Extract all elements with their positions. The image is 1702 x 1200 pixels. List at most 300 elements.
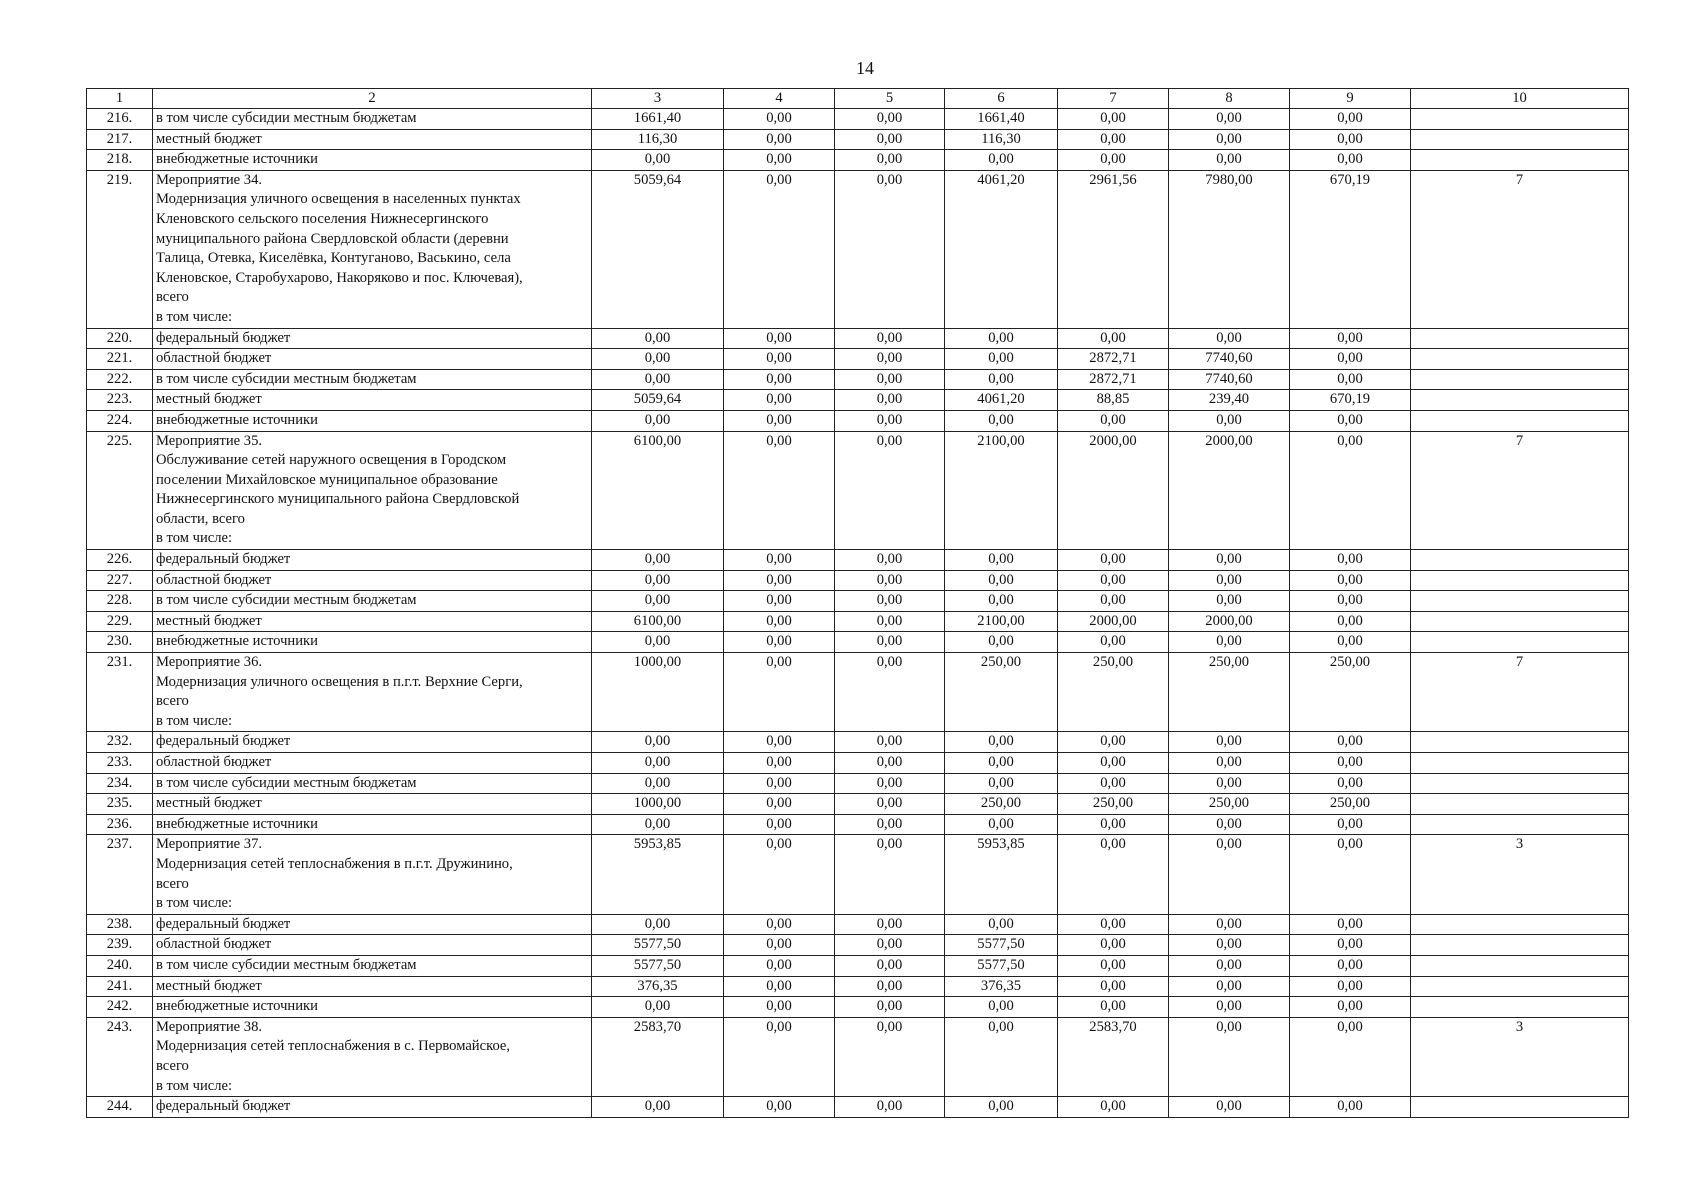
row-name: [153, 390, 592, 411]
value-cell-col-10: 3: [1411, 1017, 1629, 1096]
value-cell-col-10: [1411, 955, 1629, 976]
value-cell-col-4: 0,00: [724, 570, 835, 591]
row-name: [153, 591, 592, 612]
value-cell-col-9: 0,00: [1290, 591, 1411, 612]
value-cell-col-4: 0,00: [724, 170, 835, 328]
value-cell-col-5: 0,00: [835, 1017, 945, 1096]
value-cell-col-7: 0,00: [1058, 955, 1169, 976]
value-cell-col-9: 0,00: [1290, 1017, 1411, 1096]
row-name: [153, 935, 592, 956]
value-cell-col-5: 0,00: [835, 732, 945, 753]
value-cell-col-9: 0,00: [1290, 914, 1411, 935]
value-cell-col-4: 0,00: [724, 935, 835, 956]
value-cell-col-5: 0,00: [835, 349, 945, 370]
value-cell-col-7: 2000,00: [1058, 431, 1169, 550]
value-cell-col-10: [1411, 591, 1629, 612]
row-number: 240.: [87, 955, 153, 976]
value-cell-col-4: 0,00: [724, 431, 835, 550]
row-number: 235.: [87, 794, 153, 815]
value-cell-col-9: 250,00: [1290, 794, 1411, 815]
row-number: 221.: [87, 349, 153, 370]
row-name: [153, 732, 592, 753]
row-name: [153, 773, 592, 794]
table-row: [87, 955, 1629, 976]
value-cell-col-10: 7: [1411, 653, 1629, 732]
row-name-line: внебюджетные источники: [156, 815, 318, 832]
value-cell-col-8: 0,00: [1169, 835, 1290, 914]
value-cell-col-4: 0,00: [724, 732, 835, 753]
value-cell-col-7: 0,00: [1058, 591, 1169, 612]
value-cell-col-4: 0,00: [724, 369, 835, 390]
value-cell-col-8: 0,00: [1169, 1097, 1290, 1118]
value-cell-col-4: 0,00: [724, 150, 835, 171]
table-row: [87, 753, 1629, 774]
value-cell-col-10: [1411, 773, 1629, 794]
table-row: [87, 591, 1629, 612]
value-cell-col-10: [1411, 550, 1629, 571]
row-name: [153, 914, 592, 935]
row-number: 219.: [87, 170, 153, 328]
value-cell-col-6: 0,00: [945, 773, 1058, 794]
value-cell-col-4: 0,00: [724, 591, 835, 612]
table-row: [87, 328, 1629, 349]
value-cell-col-3: 0,00: [592, 550, 724, 571]
row-name-line: Модернизация сетей теплоснабжения в с. Первомайское,: [156, 1038, 511, 1055]
row-number: 230.: [87, 632, 153, 653]
value-cell-col-10: [1411, 129, 1629, 150]
row-name-line: внебюджетные источники: [156, 633, 318, 650]
row-name: [153, 170, 592, 328]
value-cell-col-6: 0,00: [945, 997, 1058, 1018]
value-cell-col-7: 0,00: [1058, 732, 1169, 753]
value-cell-col-5: 0,00: [835, 773, 945, 794]
value-cell-col-8: 0,00: [1169, 935, 1290, 956]
value-cell-col-7: 0,00: [1058, 997, 1169, 1018]
row-name-line: в том числе:: [156, 712, 233, 729]
row-number: 236.: [87, 814, 153, 835]
value-cell-col-8: 0,00: [1169, 550, 1290, 571]
value-cell-col-10: [1411, 369, 1629, 390]
value-cell-col-10: [1411, 997, 1629, 1018]
value-cell-col-6: 0,00: [945, 632, 1058, 653]
row-name-line: муниципального района Свердловской области (деревни: [156, 230, 509, 247]
value-cell-col-4: 0,00: [724, 410, 835, 431]
value-cell-col-6: 5577,50: [945, 935, 1058, 956]
value-cell-col-5: 0,00: [835, 753, 945, 774]
value-cell-col-3: 0,00: [592, 914, 724, 935]
value-cell-col-10: [1411, 1097, 1629, 1118]
value-cell-col-6: 0,00: [945, 591, 1058, 612]
value-cell-col-7: 250,00: [1058, 794, 1169, 815]
value-cell-col-10: [1411, 794, 1629, 815]
value-cell-col-6: 0,00: [945, 349, 1058, 370]
value-cell-col-6: 1661,40: [945, 109, 1058, 130]
value-cell-col-5: 0,00: [835, 591, 945, 612]
value-cell-col-5: 0,00: [835, 976, 945, 997]
row-name-line: всего: [156, 875, 189, 892]
row-name-line: областной бюджет: [156, 350, 272, 367]
row-name: [153, 1097, 592, 1118]
value-cell-col-5: 0,00: [835, 955, 945, 976]
value-cell-col-5: 0,00: [835, 997, 945, 1018]
row-name-line: внебюджетные источники: [156, 411, 318, 428]
value-cell-col-9: 0,00: [1290, 109, 1411, 130]
value-cell-col-4: 0,00: [724, 1017, 835, 1096]
row-name-line: областной бюджет: [156, 571, 272, 588]
value-cell-col-3: 5577,50: [592, 935, 724, 956]
value-cell-col-6: 0,00: [945, 753, 1058, 774]
value-cell-col-6: 0,00: [945, 814, 1058, 835]
row-name-line: федеральный бюджет: [156, 1098, 291, 1115]
value-cell-col-9: 0,00: [1290, 1097, 1411, 1118]
value-cell-col-10: [1411, 390, 1629, 411]
header-cell: 2: [153, 89, 592, 109]
table-row: [87, 935, 1629, 956]
row-name-line: Модернизация уличного освещения в п.г.т. Верхние Серги,: [156, 673, 523, 690]
value-cell-col-9: 0,00: [1290, 814, 1411, 835]
row-name-line: областной бюджет: [156, 936, 272, 953]
row-name-line: местный бюджет: [156, 130, 262, 147]
row-name: [153, 653, 592, 732]
row-name: [153, 109, 592, 130]
value-cell-col-10: [1411, 611, 1629, 632]
value-cell-col-4: 0,00: [724, 997, 835, 1018]
row-name: [153, 1017, 592, 1096]
value-cell-col-7: 2872,71: [1058, 349, 1169, 370]
value-cell-col-4: 0,00: [724, 955, 835, 976]
page-number: 14: [856, 58, 874, 78]
value-cell-col-4: 0,00: [724, 794, 835, 815]
value-cell-col-7: 0,00: [1058, 773, 1169, 794]
value-cell-col-7: 2961,56: [1058, 170, 1169, 328]
row-name: [153, 997, 592, 1018]
row-name-line: Мероприятие 35.: [156, 432, 263, 449]
value-cell-col-5: 0,00: [835, 170, 945, 328]
value-cell-col-10: [1411, 570, 1629, 591]
value-cell-col-8: 2000,00: [1169, 431, 1290, 550]
value-cell-col-9: 0,00: [1290, 570, 1411, 591]
row-name: [153, 349, 592, 370]
table-row: [87, 390, 1629, 411]
value-cell-col-4: 0,00: [724, 328, 835, 349]
table-row: [87, 410, 1629, 431]
header-cell: 3: [592, 89, 724, 109]
row-number: 238.: [87, 914, 153, 935]
header-row: [87, 89, 1629, 109]
row-name-line: Кленовского сельского поселения Нижнесергинского: [156, 210, 489, 227]
value-cell-col-8: 0,00: [1169, 632, 1290, 653]
value-cell-col-8: 0,00: [1169, 1017, 1290, 1096]
value-cell-col-9: 0,00: [1290, 835, 1411, 914]
value-cell-col-3: 5953,85: [592, 835, 724, 914]
row-name-line: поселении Михайловское муниципальное образование: [156, 471, 498, 488]
table-row: [87, 129, 1629, 150]
value-cell-col-9: 0,00: [1290, 410, 1411, 431]
value-cell-col-8: 7740,60: [1169, 369, 1290, 390]
value-cell-col-7: 2583,70: [1058, 1017, 1169, 1096]
value-cell-col-6: 250,00: [945, 794, 1058, 815]
value-cell-col-7: 0,00: [1058, 550, 1169, 571]
value-cell-col-6: 0,00: [945, 732, 1058, 753]
value-cell-col-9: 0,00: [1290, 955, 1411, 976]
value-cell-col-3: 6100,00: [592, 611, 724, 632]
value-cell-col-4: 0,00: [724, 814, 835, 835]
budget-table: [86, 88, 1629, 1118]
table-row: [87, 550, 1629, 571]
value-cell-col-9: 0,00: [1290, 753, 1411, 774]
value-cell-col-6: 116,30: [945, 129, 1058, 150]
row-name: [153, 431, 592, 550]
row-name-line: в том числе субсидии местным бюджетам: [156, 370, 417, 387]
value-cell-col-10: [1411, 935, 1629, 956]
row-name-line: в том числе субсидии местным бюджетам: [156, 774, 417, 791]
value-cell-col-8: 0,00: [1169, 997, 1290, 1018]
value-cell-col-7: 0,00: [1058, 935, 1169, 956]
table-row: [87, 369, 1629, 390]
value-cell-col-8: 0,00: [1169, 732, 1290, 753]
header-cell: 4: [724, 89, 835, 109]
value-cell-col-6: 0,00: [945, 914, 1058, 935]
value-cell-col-3: 376,35: [592, 976, 724, 997]
row-name: [153, 955, 592, 976]
row-name-line: области, всего: [156, 510, 245, 527]
value-cell-col-10: 7: [1411, 170, 1629, 328]
row-name-line: в том числе:: [156, 1077, 233, 1094]
value-cell-col-7: 0,00: [1058, 410, 1169, 431]
row-number: 220.: [87, 328, 153, 349]
value-cell-col-7: 0,00: [1058, 570, 1169, 591]
value-cell-col-10: [1411, 976, 1629, 997]
row-name: [153, 632, 592, 653]
value-cell-col-4: 0,00: [724, 611, 835, 632]
row-name-line: в том числе субсидии местным бюджетам: [156, 592, 417, 609]
value-cell-col-4: 0,00: [724, 349, 835, 370]
value-cell-col-3: 6100,00: [592, 431, 724, 550]
row-name-line: в том числе:: [156, 530, 233, 547]
row-number: 222.: [87, 369, 153, 390]
value-cell-col-9: 0,00: [1290, 550, 1411, 571]
value-cell-col-9: 0,00: [1290, 773, 1411, 794]
row-number: 231.: [87, 653, 153, 732]
value-cell-col-8: 239,40: [1169, 390, 1290, 411]
value-cell-col-7: 0,00: [1058, 753, 1169, 774]
table-row: [87, 570, 1629, 591]
value-cell-col-10: [1411, 814, 1629, 835]
value-cell-col-3: 0,00: [592, 328, 724, 349]
value-cell-col-5: 0,00: [835, 109, 945, 130]
value-cell-col-4: 0,00: [724, 653, 835, 732]
row-name-line: Мероприятие 37.: [156, 836, 263, 853]
value-cell-col-5: 0,00: [835, 611, 945, 632]
row-number: 226.: [87, 550, 153, 571]
value-cell-col-8: 2000,00: [1169, 611, 1290, 632]
value-cell-col-9: 0,00: [1290, 328, 1411, 349]
value-cell-col-9: 0,00: [1290, 349, 1411, 370]
value-cell-col-5: 0,00: [835, 653, 945, 732]
value-cell-col-4: 0,00: [724, 129, 835, 150]
value-cell-col-6: 4061,20: [945, 390, 1058, 411]
row-number: 234.: [87, 773, 153, 794]
row-name-line: Обслуживание сетей наружного освещения в Городском: [156, 452, 507, 469]
value-cell-col-3: 0,00: [592, 369, 724, 390]
table-row: [87, 997, 1629, 1018]
row-number: 227.: [87, 570, 153, 591]
row-name-line: Мероприятие 34.: [156, 171, 263, 188]
header-cell: 5: [835, 89, 945, 109]
row-name-line: Талица, Отевка, Киселёвка, Контуганово, Васькино, села: [156, 250, 511, 267]
value-cell-col-10: 3: [1411, 835, 1629, 914]
row-name: [153, 611, 592, 632]
row-name-line: местный бюджет: [156, 977, 262, 994]
value-cell-col-5: 0,00: [835, 150, 945, 171]
value-cell-col-4: 0,00: [724, 914, 835, 935]
value-cell-col-7: 0,00: [1058, 632, 1169, 653]
value-cell-col-9: 0,00: [1290, 976, 1411, 997]
value-cell-col-10: 7: [1411, 431, 1629, 550]
row-name-line: местный бюджет: [156, 612, 262, 629]
value-cell-col-7: 0,00: [1058, 814, 1169, 835]
row-name-line: всего: [156, 693, 189, 710]
row-name: [153, 550, 592, 571]
value-cell-col-6: 2100,00: [945, 431, 1058, 550]
value-cell-col-10: [1411, 109, 1629, 130]
table-row: [87, 914, 1629, 935]
row-name-line: федеральный бюджет: [156, 915, 291, 932]
row-name: [153, 129, 592, 150]
row-name: [153, 976, 592, 997]
header-cell: 7: [1058, 89, 1169, 109]
row-name: [153, 753, 592, 774]
row-name-line: Кленовское, Старобухарово, Накоряково и пос. Ключевая),: [156, 269, 523, 286]
value-cell-col-10: [1411, 753, 1629, 774]
row-name: [153, 835, 592, 914]
table-row: [87, 976, 1629, 997]
row-name-line: местный бюджет: [156, 391, 262, 408]
row-name-line: Модернизация уличного освещения в населенных пунктах: [156, 191, 521, 208]
value-cell-col-3: 0,00: [592, 1097, 724, 1118]
row-number: 216.: [87, 109, 153, 130]
row-name-line: Мероприятие 38.: [156, 1018, 263, 1035]
value-cell-col-7: 250,00: [1058, 653, 1169, 732]
value-cell-col-8: 0,00: [1169, 814, 1290, 835]
value-cell-col-3: 0,00: [592, 632, 724, 653]
value-cell-col-6: 250,00: [945, 653, 1058, 732]
value-cell-col-4: 0,00: [724, 773, 835, 794]
value-cell-col-8: 0,00: [1169, 109, 1290, 130]
row-name-line: внебюджетные источники: [156, 998, 318, 1015]
table-row: [87, 1097, 1629, 1118]
value-cell-col-3: 1661,40: [592, 109, 724, 130]
row-number: 229.: [87, 611, 153, 632]
value-cell-col-6: 0,00: [945, 550, 1058, 571]
value-cell-col-5: 0,00: [835, 431, 945, 550]
row-name: [153, 794, 592, 815]
value-cell-col-4: 0,00: [724, 835, 835, 914]
table-row: [87, 632, 1629, 653]
value-cell-col-3: 0,00: [592, 753, 724, 774]
row-name: [153, 369, 592, 390]
value-cell-col-5: 0,00: [835, 390, 945, 411]
value-cell-col-3: 0,00: [592, 814, 724, 835]
row-number: 244.: [87, 1097, 153, 1118]
table-row: [87, 611, 1629, 632]
value-cell-col-3: 0,00: [592, 732, 724, 753]
row-name-line: в том числе:: [156, 308, 233, 325]
row-name-line: всего: [156, 1057, 189, 1074]
value-cell-col-6: 0,00: [945, 328, 1058, 349]
table-row: [87, 150, 1629, 171]
value-cell-col-3: 0,00: [592, 349, 724, 370]
value-cell-col-9: 0,00: [1290, 611, 1411, 632]
row-number: 223.: [87, 390, 153, 411]
value-cell-col-9: 0,00: [1290, 935, 1411, 956]
value-cell-col-5: 0,00: [835, 328, 945, 349]
value-cell-col-5: 0,00: [835, 1097, 945, 1118]
value-cell-col-7: 0,00: [1058, 150, 1169, 171]
value-cell-col-7: 0,00: [1058, 976, 1169, 997]
table-row: [87, 773, 1629, 794]
value-cell-col-9: 0,00: [1290, 431, 1411, 550]
table-body: [87, 89, 1629, 1118]
value-cell-col-5: 0,00: [835, 369, 945, 390]
value-cell-col-8: 0,00: [1169, 328, 1290, 349]
value-cell-col-4: 0,00: [724, 753, 835, 774]
row-name-line: в том числе:: [156, 895, 233, 912]
row-number: 217.: [87, 129, 153, 150]
value-cell-col-7: 0,00: [1058, 835, 1169, 914]
value-cell-col-8: 0,00: [1169, 773, 1290, 794]
value-cell-col-3: 5059,64: [592, 170, 724, 328]
row-name-line: федеральный бюджет: [156, 551, 291, 568]
header-cell: 10: [1411, 89, 1629, 109]
value-cell-col-5: 0,00: [835, 814, 945, 835]
row-number: 239.: [87, 935, 153, 956]
value-cell-col-6: 5953,85: [945, 835, 1058, 914]
value-cell-col-6: 4061,20: [945, 170, 1058, 328]
value-cell-col-9: 0,00: [1290, 632, 1411, 653]
row-name: [153, 410, 592, 431]
row-name-line: Нижнесергинского муниципального района Свердловской: [156, 491, 520, 508]
value-cell-col-6: 2100,00: [945, 611, 1058, 632]
header-cell: 6: [945, 89, 1058, 109]
row-number: 241.: [87, 976, 153, 997]
table-row: [87, 109, 1629, 130]
value-cell-col-8: 250,00: [1169, 794, 1290, 815]
value-cell-col-6: 0,00: [945, 410, 1058, 431]
value-cell-col-3: 1000,00: [592, 653, 724, 732]
value-cell-col-5: 0,00: [835, 794, 945, 815]
row-name-line: Мероприятие 36.: [156, 654, 263, 671]
row-number: 228.: [87, 591, 153, 612]
value-cell-col-3: 116,30: [592, 129, 724, 150]
value-cell-col-9: 0,00: [1290, 369, 1411, 390]
value-cell-col-3: 0,00: [592, 591, 724, 612]
table-row: [87, 732, 1629, 753]
row-name: [153, 150, 592, 171]
value-cell-col-8: 7740,60: [1169, 349, 1290, 370]
value-cell-col-9: 0,00: [1290, 732, 1411, 753]
value-cell-col-3: 0,00: [592, 410, 724, 431]
value-cell-col-9: 670,19: [1290, 390, 1411, 411]
value-cell-col-5: 0,00: [835, 935, 945, 956]
value-cell-col-5: 0,00: [835, 914, 945, 935]
value-cell-col-5: 0,00: [835, 570, 945, 591]
value-cell-col-10: [1411, 914, 1629, 935]
table-row: [87, 170, 1629, 328]
row-number: 237.: [87, 835, 153, 914]
value-cell-col-8: 0,00: [1169, 914, 1290, 935]
row-number: 243.: [87, 1017, 153, 1096]
